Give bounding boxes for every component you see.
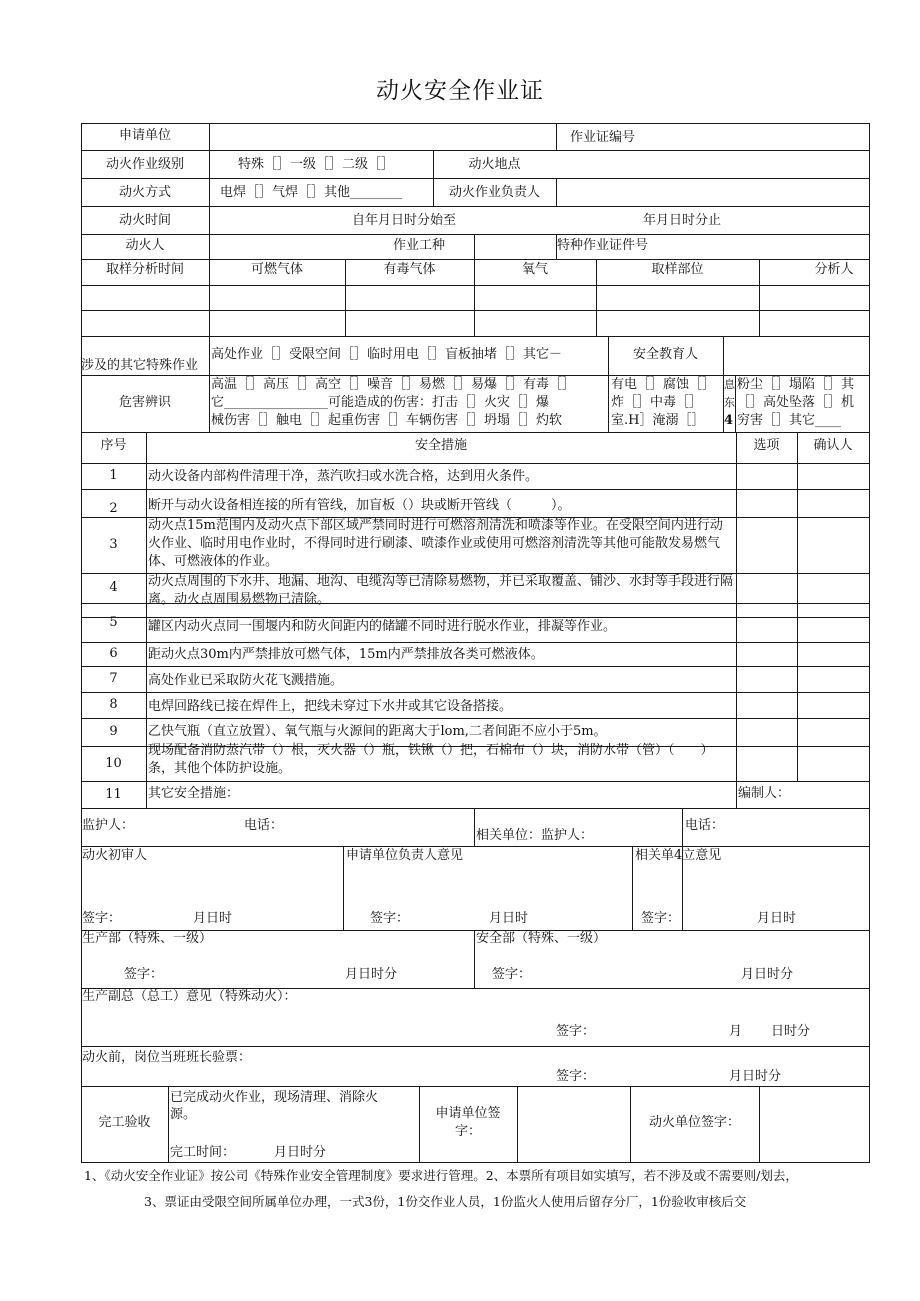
- sampling-cell[interactable]: [346, 286, 474, 309]
- vp-opinion-label: 生产副总（总工）意见（特殊动火）：: [82, 989, 297, 1004]
- hazard-line-2: 它________________可能造成的伤害：打击［］火灾［］爆: [211, 395, 550, 410]
- hazard-line-1: 高温［］高压［］高空［］噪音［］易燃［］易爆［］有毒［］: [211, 377, 576, 392]
- measure-text: 乙快气瓶（直立放置）、氧气瓶与火源间的距离大于lom,二者间距不应小于5m。: [148, 724, 607, 739]
- measure-number: 5: [109, 615, 118, 630]
- measure-confirm-field[interactable]: [798, 693, 868, 718]
- measure-number: 6: [109, 646, 118, 661]
- related-sign: 签字：: [641, 911, 681, 926]
- measure-number: 4: [109, 580, 118, 595]
- sampling-header: 取样分析时间: [105, 262, 184, 277]
- page-title: 动火安全作业证: [376, 78, 544, 104]
- method-options: 电焊［］气焊［］其他________: [220, 185, 403, 200]
- measure-number: 3: [109, 537, 118, 552]
- note-line-1: 1、《动火安全作业证》按公司《特殊作业安全管理制度》要求进行管理。2、本票所有项目如实填写，若不涉及或不需要则/划去，: [84, 1168, 798, 1183]
- measure-option-checkbox[interactable]: [737, 667, 796, 692]
- measure-option-checkbox[interactable]: [737, 747, 796, 781]
- measures-header-no: 序号: [100, 438, 127, 453]
- permit-no-field[interactable]: [557, 124, 868, 149]
- completion-time-value: 月日时分: [274, 1145, 327, 1160]
- production-sign: 签字：: [124, 967, 164, 982]
- sampling-cell[interactable]: [210, 311, 345, 334]
- measure-confirm-field[interactable]: [798, 574, 868, 603]
- grid-line: [682, 808, 683, 847]
- note-line-2: 3、票证由受限空间所属单位办理，一式3份，1份交作业人员，1份监火人使用后留存分厂，1份验收审核后交: [144, 1194, 747, 1209]
- measure-number: 10: [105, 756, 122, 771]
- sampling-cell[interactable]: [597, 311, 759, 334]
- grid-line: [735, 375, 736, 433]
- production-label: 生产部（特殊、一级）: [82, 931, 213, 946]
- sampling-cell[interactable]: [760, 311, 869, 334]
- hazard-sq-2: 东: [724, 396, 735, 409]
- hazard-label: 危害辨识: [118, 395, 171, 410]
- measures-header-confirm: 确认人: [813, 438, 853, 453]
- hazard-mid-2: 炸［］中毒［］: [611, 395, 703, 410]
- time-from: 自年月日时分始至: [352, 213, 457, 228]
- measure-text: 动火点周围的下水井、地漏、地沟、电缆沟等已清除易燃物，并已采取覆盖、铺沙、水封等手段进行隔离。动火点周围易燃物已清除。: [148, 574, 734, 607]
- applicant-date: 月日时: [489, 911, 529, 926]
- measure-confirm-field[interactable]: [798, 604, 868, 642]
- education-label: 安全教育人: [632, 347, 698, 362]
- sampling-header: 有毒气体: [383, 262, 436, 277]
- measure-text: 现场配备消防蒸汽带（）根，灭火器（）瓶，铁锹（）把，石棉布（）块，消防水带（管）（ ）条，其他个体防护设施。: [148, 743, 714, 776]
- measures-header-measure: 安全措施: [414, 438, 467, 453]
- grid-line: [81, 1046, 870, 1047]
- related-date: 月日时: [757, 911, 797, 926]
- time-label: 动火时间: [118, 213, 171, 228]
- first-review-sign: 签字：: [82, 911, 122, 926]
- sampling-header: 取样部位: [651, 262, 704, 277]
- grid-line: [209, 336, 210, 433]
- measure-number: 1: [109, 468, 118, 483]
- fire-unit-sign-label: 动火单位签字：: [648, 1115, 740, 1130]
- compiler-label: 编制人：: [738, 786, 791, 801]
- measure-text: 其它安全措施：: [148, 786, 240, 801]
- pre-check-date: 月日时分: [729, 1069, 782, 1084]
- sampling-header: 氧气: [521, 262, 548, 277]
- hazard-right-3: 穷害［］其它____: [737, 413, 842, 428]
- monitor-phone-label: 电话：: [244, 818, 284, 833]
- sampling-cell[interactable]: [597, 286, 759, 309]
- related-phone-label: 电话：: [685, 818, 725, 833]
- measure-text: 高处作业已采取防火花飞溅措施。: [148, 673, 344, 688]
- sampling-cell[interactable]: [82, 286, 209, 309]
- hazard-right-1: 粉尘［］塌陷［］其: [737, 377, 855, 392]
- grid-line: [343, 846, 344, 931]
- vp-month: 月: [729, 1024, 743, 1039]
- measure-confirm-field[interactable]: [798, 464, 868, 489]
- measure-number: 8: [109, 697, 118, 712]
- production-date: 月日时分: [345, 967, 398, 982]
- measure-confirm-field[interactable]: [798, 747, 868, 781]
- grid-line: [608, 375, 609, 433]
- unit-label: 申请单位: [118, 128, 171, 143]
- cert-label: 特种作业证件号: [557, 238, 649, 253]
- applicant-sign-label-2: 字：: [454, 1124, 481, 1139]
- permit-no-label: 作业证编号: [570, 130, 636, 145]
- hazard-mid-1: 有电［］腐蚀［］: [611, 377, 716, 392]
- monitor-label: 监护人：: [82, 818, 135, 833]
- fire-unit-sign-field[interactable]: [760, 1087, 868, 1161]
- safety-date: 月日时分: [741, 967, 794, 982]
- special-work-options: 高处作业［］受限空间［］临时用电［］盲板抽堵［］其它－: [211, 347, 563, 362]
- job-type-label: 作业工种: [393, 238, 446, 253]
- grid-line: [81, 259, 870, 260]
- measure-number: 2: [109, 501, 118, 516]
- grid-line: [474, 930, 475, 989]
- grid-line: [168, 1086, 169, 1163]
- related-monitor-label: 相关单位：监护人：: [476, 828, 594, 843]
- measure-confirm-field[interactable]: [798, 719, 868, 746]
- measure-text: 动火设备内部构件清理干净，蒸汽吹扫或水洗合格，达到用火条件。: [148, 469, 539, 484]
- measure-text: 距动火点30m内严禁排放可燃气体，15m内严禁排放各类可燃液体。: [148, 647, 544, 662]
- leader-label: 动火作业负责人: [448, 185, 540, 200]
- hazard-right-2: ［］高处坠落［］机: [737, 395, 855, 410]
- fire-person-field[interactable]: [210, 235, 473, 258]
- measures-header-option: 选项: [753, 438, 780, 453]
- vp-date: 日时分: [771, 1024, 811, 1039]
- related-opinion-label: 相关单4立意见: [635, 848, 722, 863]
- measure-confirm-field[interactable]: [798, 490, 868, 517]
- grid-line: [81, 781, 870, 782]
- measure-text: 罐区内动火点同一围堰内和防火间距内的储罐不同时进行脱水作业，排凝等作业。: [148, 619, 617, 634]
- applicant-sign-field[interactable]: [518, 1087, 629, 1161]
- grid-line: [81, 432, 870, 433]
- hazard-sq-1: 息: [724, 378, 735, 391]
- measure-text: 动火点15m范围内及动火点下部区域严禁同时进行可燃溶剂清洗和喷漆等作业。在受限空间内进行动火作业、临时用电作业时，不得同时进行刷漆、喷漆作业或使用可燃溶剂清洗等其他可能散发易燃气体、可燃液体的作业。: [148, 518, 723, 569]
- measure-number: 7: [109, 671, 118, 686]
- level-label: 动火作业级别: [105, 157, 184, 172]
- measure-option-checkbox[interactable]: [737, 643, 796, 666]
- sampling-cell[interactable]: [210, 286, 345, 309]
- sampling-header: 可燃气体: [250, 262, 303, 277]
- completion-label: 完工验收: [98, 1115, 151, 1130]
- applicant-sign: 签字：: [370, 911, 410, 926]
- leader-field[interactable]: [557, 179, 868, 205]
- education-field[interactable]: [724, 337, 868, 374]
- measure-option-checkbox[interactable]: [737, 574, 796, 603]
- measure-number: 9: [109, 724, 118, 739]
- first-review-label: 动火初审人: [82, 848, 148, 863]
- measure-text: 断开与动火设备相连接的所有管线，加盲板（）块或断开管线（ ）。: [148, 498, 571, 513]
- vp-sign: 签字：: [556, 1024, 596, 1039]
- applicant-sign-label: 申请单位签: [435, 1106, 501, 1121]
- place-label: 动火地点: [468, 157, 521, 172]
- safety-sign: 签字：: [492, 967, 532, 982]
- place-field[interactable]: [557, 151, 868, 177]
- level-options: 特殊［］一级［］二级［］: [238, 157, 395, 172]
- grid-line: [81, 846, 870, 847]
- measure-confirm-field[interactable]: [798, 518, 868, 573]
- measure-option-checkbox[interactable]: [737, 490, 796, 517]
- measure-confirm-field[interactable]: [798, 643, 868, 666]
- time-to: 年月日时分止: [643, 213, 722, 228]
- measure-number: 11: [105, 787, 122, 802]
- measure-text: 电焊回路线已接在焊件上，把线未穿过下水井或其它设备搭接。: [148, 699, 513, 714]
- sampling-cell[interactable]: [82, 311, 209, 334]
- grid-line: [81, 808, 870, 809]
- grid-line: [146, 432, 147, 809]
- applicant-opinion-label: 申请单位负责人意见: [346, 848, 464, 863]
- hazard-line-3: 械伤害［］触电［］起重伤害［］车辆伤害［］坍塌［］灼软: [211, 413, 563, 428]
- measure-option-checkbox[interactable]: [737, 464, 796, 489]
- monitor-phone-field[interactable]: [300, 812, 470, 842]
- fire-person-label: 动火人: [125, 238, 165, 253]
- completion-text-2: 源。: [170, 1107, 197, 1122]
- special-work-label: 涉及的其它特殊作业: [81, 358, 199, 373]
- unit-field[interactable]: [210, 124, 555, 149]
- safety-label: 安全部（特殊、一级）: [476, 931, 607, 946]
- hazard-sq-3: 4: [724, 413, 734, 428]
- form-left-border: [81, 123, 82, 1163]
- sampling-header: 分析人: [814, 262, 854, 277]
- measure-confirm-field[interactable]: [798, 667, 868, 692]
- method-label: 动火方式: [118, 185, 171, 200]
- grid-line: [81, 206, 870, 207]
- grid-line: [632, 846, 633, 931]
- measure-option-checkbox[interactable]: [737, 604, 796, 642]
- grid-line: [81, 1162, 870, 1163]
- form-right-border: [869, 123, 870, 1163]
- measure-option-checkbox[interactable]: [737, 518, 796, 573]
- completion-time-label: 完工时间：: [170, 1145, 236, 1160]
- sampling-cell[interactable]: [475, 286, 596, 309]
- grid-line: [81, 234, 870, 235]
- pre-check-sign: 签字：: [556, 1069, 596, 1084]
- sampling-cell[interactable]: [346, 311, 474, 334]
- grid-line: [81, 1086, 870, 1087]
- grid-line: [474, 234, 475, 260]
- completion-text-1: 已完成动火作业，现场清理、消除火: [170, 1090, 379, 1105]
- hazard-mid-3: 室.H］淹溺［］: [611, 413, 705, 428]
- grid-line: [474, 808, 475, 847]
- sampling-cell[interactable]: [760, 286, 869, 309]
- measure-option-checkbox[interactable]: [737, 719, 796, 746]
- pre-check-label: 动火前，岗位当班班长验票：: [82, 1050, 252, 1065]
- related-phone-field[interactable]: [720, 812, 865, 842]
- measure-option-checkbox[interactable]: [737, 693, 796, 718]
- sampling-cell[interactable]: [475, 311, 596, 334]
- first-review-date: 月日时: [193, 911, 233, 926]
